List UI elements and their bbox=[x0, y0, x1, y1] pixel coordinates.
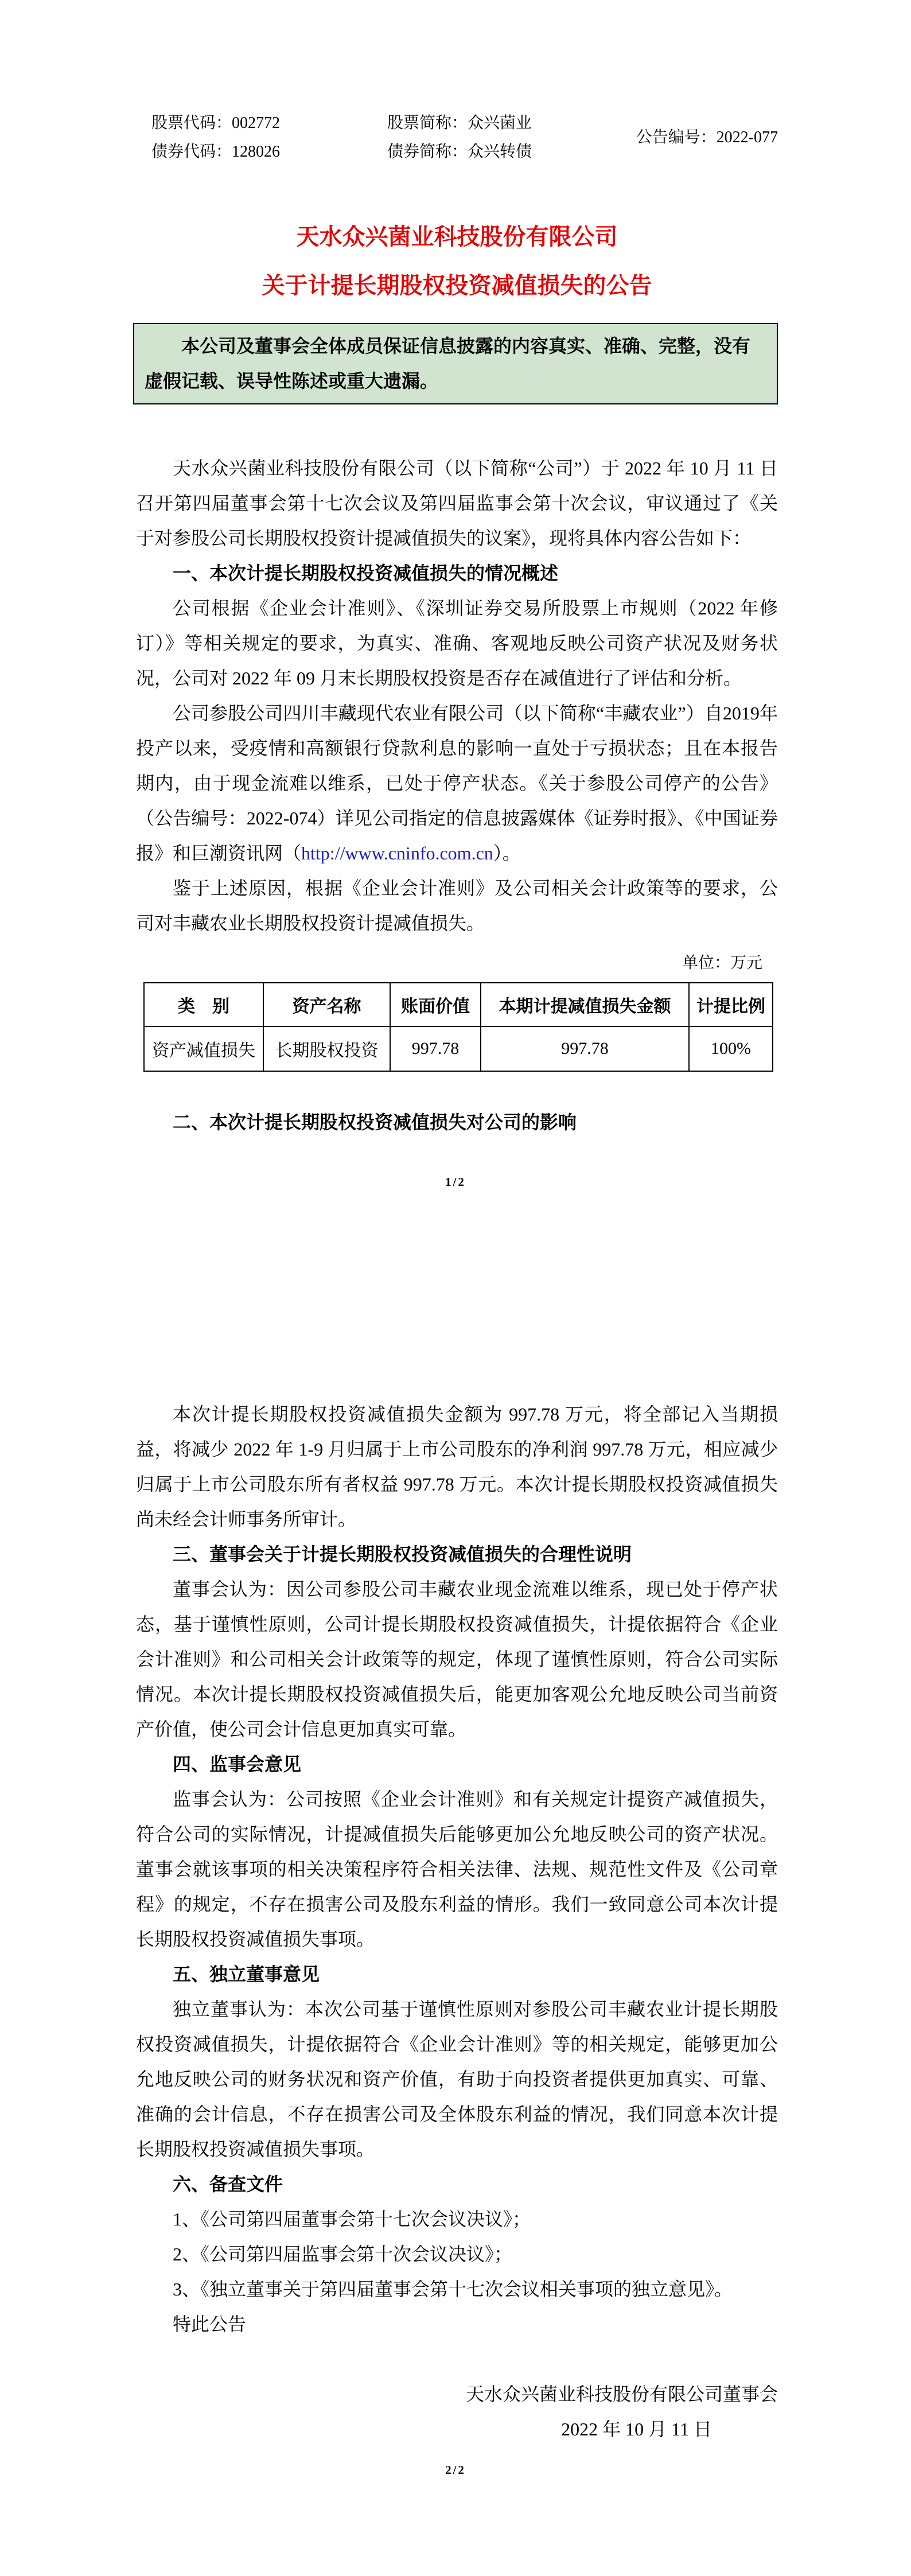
stock-name-value: 众兴菌业 bbox=[468, 114, 532, 132]
paragraph-text-before-url: 公司参股公司四川丰藏现代农业有限公司（以下简称“丰藏农业”）自2019年投产以来，受疫情和高额银行贷款利息的影响一直处于亏损状态；且在本报告期内，由于现金流难以维系，已处于停产状态。《关于参股公司停产的公告》（公告编号：2022-074）详见公司指定的信息披露媒体《证券时报》、《中国证券报》和巨潮资讯网（ bbox=[136, 703, 778, 863]
announcement-number bbox=[636, 109, 778, 166]
impairment-table bbox=[143, 982, 773, 1072]
bond-code-value: 128026 bbox=[232, 143, 281, 161]
document-header bbox=[136, 0, 778, 166]
section-4-heading: 四、监事会意见 bbox=[173, 1754, 302, 1775]
reference-doc-item-3: 3、《独立董事关于第四届董事会第十七次会议相关事项的独立意见》。 bbox=[173, 2279, 733, 2299]
section-5-paragraph-1: 独立董事认为：本次公司基于谨慎性原则对参股公司丰藏农业计提长期股权投资减值损失，计提依据符合《企业会计准则》等的相关规定，能够更加公允地反映公司的财务状况和资产价值，有助于向投资者提供更加真实、可靠、准确的会计信息，不存在损害公司及全体股东利益的情况，我们同意本次计提长期股权投资减值损失事项。 bbox=[136, 1999, 778, 2159]
table-unit-note: 单位：万元 bbox=[682, 954, 762, 972]
company-title: 天水众兴菌业科技股份有限公司 bbox=[296, 224, 618, 250]
column-header-ratio: 计提比例 bbox=[689, 983, 773, 1026]
page-2 bbox=[0, 1288, 911, 2576]
cell-category: 资产减值损失 bbox=[144, 1026, 263, 1071]
section-1-paragraph-1: 公司根据《企业会计准则》、《深圳证券交易所股票上市规则（2022 年修订）》等相关规定的要求，为真实、准确、客观地反映公司资产状况及财务状况，公司对 2022 年 09 月末长期股权投资是否存在减值进行了评估和分析。 bbox=[136, 598, 778, 688]
column-header-book-value: 账面价值 bbox=[390, 983, 481, 1026]
bond-name-label: 债券简称： bbox=[387, 143, 468, 161]
section-1-heading: 一、本次计提长期股权投资减值损失的情况概述 bbox=[173, 563, 559, 583]
announcement-no-label: 公告编号： bbox=[636, 129, 717, 146]
section-1-paragraph-2 bbox=[136, 696, 778, 871]
cell-impairment-amount: 997.78 bbox=[481, 1026, 689, 1071]
board-signature: 天水众兴菌业科技股份有限公司董事会 bbox=[465, 2384, 778, 2404]
stock-code-label: 股票代码： bbox=[151, 114, 232, 132]
bond-name-line bbox=[387, 138, 636, 166]
bond-code-label: 债券代码： bbox=[151, 143, 232, 161]
stock-name-label: 股票简称： bbox=[387, 114, 468, 132]
section-4-paragraph-1: 监事会认为：公司按照《企业会计准则》和有关规定计提资产减值损失，符合公司的实际情况，计提减值损失后能够更加公允地反映公司的资产状况。董事会就该事项的相关决策程序符合相关法律、法规、规范性文件及《公司章程》的规定，不存在损害公司及股东利益的情形。我们一致同意公司本次计提长期股权投资减值损失事项。 bbox=[136, 1789, 778, 1949]
announcement-title: 关于计提长期股权投资减值损失的公告 bbox=[262, 273, 652, 298]
section-5-heading: 五、独立董事意见 bbox=[173, 1964, 320, 1984]
cninfo-url-link[interactable]: http://www.cninfo.com.cn bbox=[301, 843, 493, 863]
page-2-footer: 2/2 bbox=[445, 2463, 466, 2477]
section-6-heading: 六、备查文件 bbox=[173, 2174, 283, 2194]
cell-ratio: 100% bbox=[689, 1026, 773, 1071]
table-row bbox=[144, 1026, 773, 1071]
bond-code-line bbox=[151, 138, 387, 166]
stock-name-line bbox=[387, 109, 636, 138]
column-header-asset-name: 资产名称 bbox=[263, 983, 390, 1026]
announcement-no-value: 2022-077 bbox=[716, 129, 778, 146]
reference-doc-item-2: 2、《公司第四届监事会第十次会议决议》； bbox=[173, 2244, 513, 2264]
table-header-row bbox=[144, 983, 773, 1026]
intro-paragraph: 天水众兴菌业科技股份有限公司（以下简称“公司”）于 2022 年 10 月 11 日召开第四届董事会第十七次会议及第四届监事会第十次会议，审议通过了《关于对参股公司长期股权投资计提减值损失的议案》，现将具体内容公告如下： bbox=[136, 458, 778, 548]
header-names-column bbox=[387, 109, 636, 166]
notice-line-2: 虚假记载、误导性陈述或重大遗漏。 bbox=[145, 371, 439, 391]
bond-name-value: 众兴转债 bbox=[468, 143, 532, 161]
closing-statement: 特此公告 bbox=[173, 2314, 247, 2334]
section-1-paragraph-3: 鉴于上述原因，根据《企业会计准则》及公司相关会计政策等的要求，公司对丰藏农业长期股权投资计提减值损失。 bbox=[136, 878, 778, 933]
column-header-impairment-amount: 本期计提减值损失金额 bbox=[481, 983, 689, 1026]
cell-asset-name: 长期股权投资 bbox=[263, 1026, 390, 1071]
cell-book-value: 997.78 bbox=[390, 1026, 481, 1071]
header-codes-column bbox=[151, 109, 387, 166]
section-3-heading: 三、董事会关于计提长期股权投资减值损失的合理性说明 bbox=[173, 1544, 632, 1565]
notice-line-1: 本公司及董事会全体成员保证信息披露的内容真实、准确、完整，没有 bbox=[181, 336, 751, 356]
section-2-heading: 二、本次计提长期股权投资减值损失对公司的影响 bbox=[173, 1112, 577, 1133]
announcement-date: 2022 年 10 月 11 日 bbox=[561, 2419, 712, 2439]
page-1-footer: 1/2 bbox=[445, 1175, 466, 1189]
stock-code-line bbox=[151, 109, 387, 138]
stock-code-value: 002772 bbox=[232, 114, 281, 132]
column-header-category: 类 别 bbox=[144, 983, 263, 1026]
reference-doc-item-1: 1、《公司第四届董事会第十七次会议决议》； bbox=[173, 2209, 531, 2229]
section-3-paragraph-1: 董事会认为：因公司参股公司丰藏农业现金流难以维系，现已处于停产状态，基于谨慎性原则，公司计提长期股权投资减值损失，计提依据符合《企业会计准则》和公司相关会计政策等的规定，体现了谨慎性原则，符合公司实际情况。本次计提长期股权投资减值损失后，能更加客观公允地反映公司当前资产价值，使公司会计信息更加真实可靠。 bbox=[136, 1579, 778, 1740]
disclosure-notice-box bbox=[133, 323, 778, 404]
paragraph-text-after-url: ）。 bbox=[493, 843, 521, 863]
section-2-paragraph-1: 本次计提长期股权投资减值损失金额为 997.78 万元，将全部记入当期损益，将减少 2022 年 1-9 月归属于上市公司股东的净利润 997.78 万元，相应减少归属于上市公司股东所有者权益 997.78 万元。本次计提长期股权投资减值损失尚未经会计师事务所审计。 bbox=[136, 1404, 778, 1530]
